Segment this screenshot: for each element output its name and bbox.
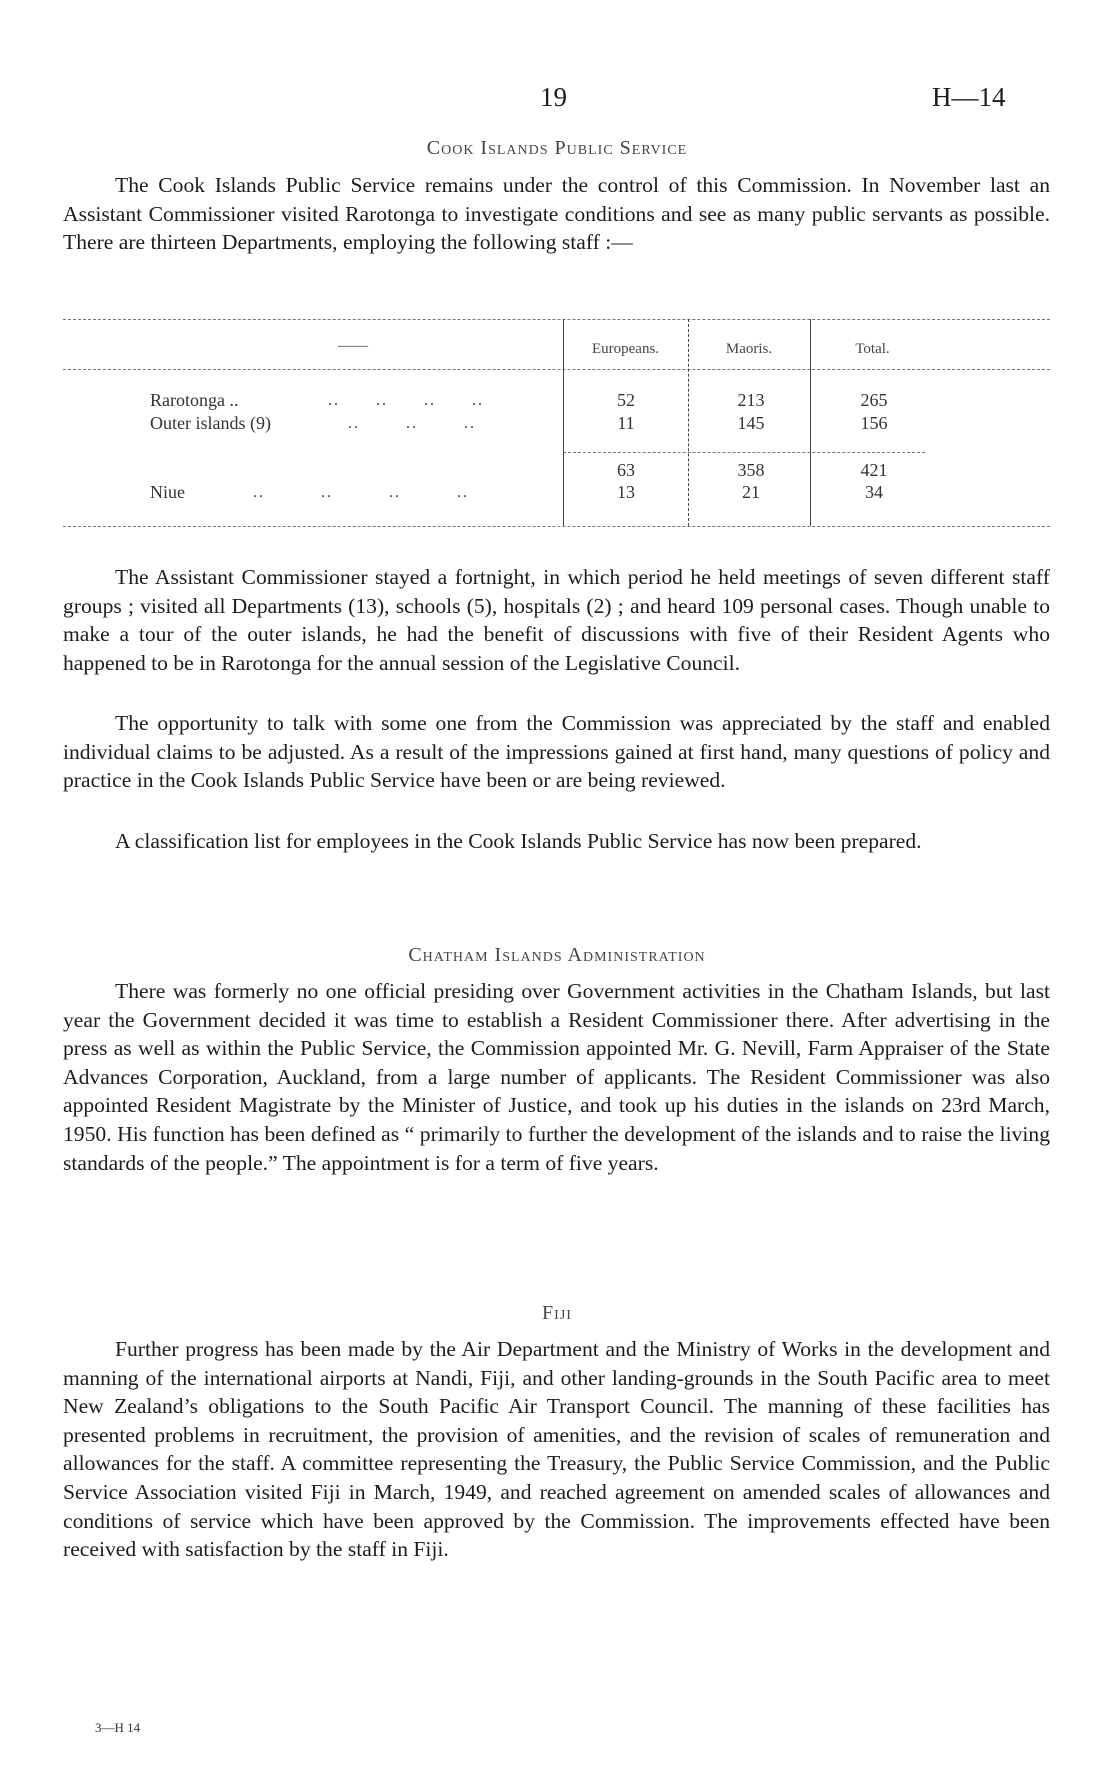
cell-europeans: 11 (617, 413, 635, 433)
page-reference: H—14 (932, 82, 1006, 112)
section-heading-fiji: Fiji (542, 1302, 572, 1324)
row-label: Niue (150, 482, 185, 502)
paragraph-chatham: There was formerly no one official presiding over Government activities in the Chatham Islands, but last year the Government decided it was time to establish a Resident Commissioner there. After advertising in the press as well as within the Public Service, the Commission appointed Mr. G. Nevill, Farm Appraiser of the State Advances Corporation, Auckland, from a large number of applicants. The Resident Commissioner was also appointed Resident Magistrate by the Minister of Justice, and took up his duties in the islands on 23rd March, 1950. His function has been defined as “ primarily to further the development of the islands and to raise the living standards of the people.” The appointment is for a term of five years. (63, 979, 1050, 1175)
paragraph-fiji: Further progress has been made by the Air Department and the Ministry of Works in the development and manning of the international airports at Nandi, Fiji, and other landing-grounds in the South Pacific area to meet New Zealand’s obligations to the South Pacific Air Transport Council. The manning of these facilities has presented problems in recruitment, the provision of amenities, and the revision of scales of remuneration and allowances for the staff. A committee representing the Treasury, the Public Service Commission, and the Public Service Association visited Fiji in March, 1949, and reached agreement on amended scales of allowances and conditions of service which have been approved by the Commission. The improvements effected have been received with satisfaction by the staff in Fiji. (63, 1337, 1050, 1562)
column-header-europeans: Europeans. (591, 341, 660, 357)
table-top-rule (63, 319, 1050, 320)
row-label: Rarotonga .. (150, 390, 239, 410)
cell-total: 156 (860, 413, 888, 433)
table-column-divider (563, 319, 564, 526)
printer-signature-mark: 3—H 14 (95, 1720, 141, 1735)
table-corner-dash: —— (338, 338, 368, 354)
table-column-divider (810, 319, 811, 526)
paragraph-cook-classification: A classification list for employees in the Cook Islands Public Service has now been prepared. (115, 829, 922, 853)
cell-europeans: 13 (617, 482, 635, 502)
paragraph-cook-visit: The Assistant Commissioner stayed a fortnight, in which period he held meetings of seven different staff groups ; visited all Departments (13), schools (5), hospitals (2) ; and heard 109 personal cases. Though unable to make a tour of the outer islands, he had the benefit of discussions with five of their Resident Agents who happened to be in Rarotonga for the annual session of the Legislative Council. (63, 565, 1050, 675)
table-subtotal-rule (563, 452, 925, 453)
paragraph-cook-opportunity: The opportunity to talk with some one from the Commission was appreciated by the staff and enabled individual claims to be adjusted. As a result of the impressions gained at first hand, many questions of policy and practice in the Cook Islands Public Service have been or are being reviewed. (63, 711, 1050, 793)
cell-maoris: 145 (737, 413, 765, 433)
table-header-rule (63, 369, 1050, 370)
table-column-divider (688, 319, 689, 526)
column-header-total: Total. (855, 341, 890, 357)
cell-total: 34 (865, 482, 883, 502)
section-heading-chatham: Chatham Islands Administration (408, 944, 706, 966)
table-bottom-rule (63, 526, 1050, 527)
cell-maoris: 358 (737, 460, 765, 480)
cell-total: 265 (860, 390, 888, 410)
cell-maoris: 21 (742, 482, 760, 502)
paragraph-cook-intro: The Cook Islands Public Service remains under the control of this Commission. In November last an Assistant Commissioner visited Rarotonga to investigate conditions and see as many public servants as possible. There are thirteen Departments, employing the following staff :— (63, 173, 1050, 255)
cell-europeans: 52 (617, 390, 635, 410)
row-leaders: .. .. .. .. (328, 392, 484, 409)
staff-table (63, 319, 1050, 528)
row-leaders: .. .. .. .. (253, 484, 469, 501)
row-label: Outer islands (9) (150, 413, 271, 433)
column-header-maoris: Maoris. (725, 341, 773, 357)
cell-total: 421 (860, 460, 888, 480)
cell-maoris: 213 (737, 390, 765, 410)
page-number: 19 (540, 82, 567, 112)
row-leaders: .. .. .. (348, 415, 476, 432)
cell-europeans: 63 (617, 460, 635, 480)
section-heading-cook-islands: Cook Islands Public Service (426, 137, 688, 159)
